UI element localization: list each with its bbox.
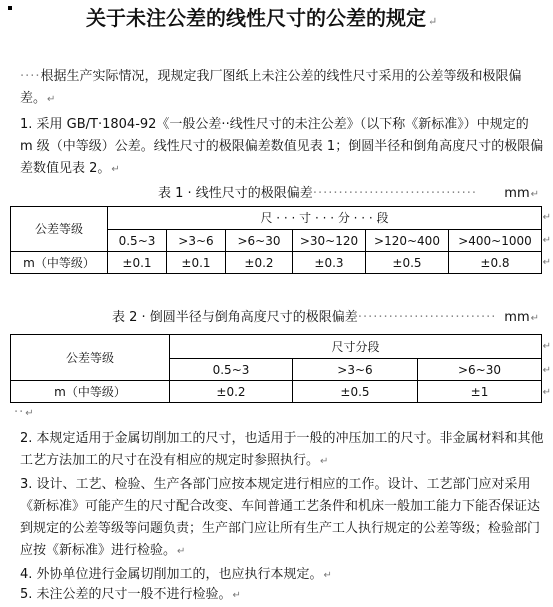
table-1-caption <box>0 184 553 204</box>
intro-text: 根据生产实际情况，现规定我厂图纸上未注公差的线性尺寸采用的公差等级和极限偏差。 <box>20 69 522 106</box>
table-1-value-cell: ±0.5 <box>366 252 449 274</box>
table-1-group-header: 尺 · · · 寸 · · · 分 · · · 段 <box>108 207 542 230</box>
table-1-value-cell: ±0.2 <box>226 252 293 274</box>
table-1-row-label: m（中等级） <box>11 252 108 274</box>
leader-dots: ································ <box>312 186 478 201</box>
table-2-caption <box>0 308 553 328</box>
paragraph-mark-icon: ↵ <box>542 341 551 352</box>
table-1-value-cell: ±0.8 <box>449 252 542 274</box>
table-2-row-label: m（中等级） <box>11 381 170 403</box>
table-1-unit-text: mm <box>504 186 530 201</box>
table-2-header-row <box>11 335 542 359</box>
paragraph-mark-icon: ↵ <box>428 15 438 28</box>
paragraph-mark-icon: ↵ <box>25 408 34 419</box>
table-2-unit-text: mm <box>504 310 530 325</box>
table-2-value-cell: ±0.5 <box>293 381 418 403</box>
table-2-range-cell: >3~6 <box>293 359 418 381</box>
item-3-text: 3. 设计、工艺、检验、生产各部门应按本规定进行相应的工作。设计、工艺部门应对采用《新标准》可能产生的尺寸配合改变、车间普通工艺条件和机床一般加工能力下能否保证达到规定的公差等级等问题负责；生产部门应让所有生产工人执行规定的公差等级；检验部门应按《新标准》进行检验。 <box>20 477 541 558</box>
paragraph-mark-icon: ↵ <box>320 456 329 467</box>
paragraph-mark-icon: ↵ <box>530 189 539 200</box>
table-1-unit <box>504 184 539 205</box>
indent-dots: ···· <box>20 69 41 84</box>
table-1-range-cell: >3~6 <box>167 230 226 252</box>
item-3-paragraph <box>20 474 544 563</box>
table-1-value-cell: ±0.3 <box>293 252 366 274</box>
paragraph-mark-icon: ↵ <box>530 313 539 324</box>
table-1-header-row <box>11 207 542 230</box>
paragraph-mark-icon: ↵ <box>111 164 120 175</box>
table-2-caption-text <box>112 308 496 328</box>
table-2-value-cell: ±1 <box>418 381 542 403</box>
paragraph-mark-icon: ↵ <box>542 257 551 268</box>
table-1-caption-label: 表 1 · 线性尺寸的极限偏差 <box>158 186 313 201</box>
table-1-range-cell: >120~400 <box>366 230 449 252</box>
table-1-data-row <box>11 252 542 274</box>
table-2-caption-label: 表 2 · 倒圆半径与倒角高度尺寸的极限偏差 <box>112 310 358 325</box>
intro-paragraph <box>20 66 544 111</box>
title-text: 关于未注公差的线性尺寸的公差的规定 <box>86 6 426 30</box>
item-5-text: 5. 未注公差的尺寸一般不进行检验。 <box>20 587 232 602</box>
leader-dots: ··························· <box>357 310 497 325</box>
indent-dots: ·· <box>14 405 25 420</box>
table-1-value-cell: ±0.1 <box>108 252 167 274</box>
document-title <box>86 4 506 36</box>
table-2-group-header: 尺寸分段 <box>170 335 542 359</box>
paragraph-mark-icon: ↵ <box>177 546 186 557</box>
paragraph-mark-icon: ↵ <box>542 235 551 246</box>
table-2-range-cell: 0.5~3 <box>170 359 293 381</box>
item-5-paragraph <box>20 584 544 607</box>
item-1-paragraph <box>20 114 544 181</box>
table-1 <box>10 206 542 274</box>
table-1-grade-header: 公差等级 <box>11 207 108 252</box>
table-1-range-cell: >6~30 <box>226 230 293 252</box>
bullet-dot <box>8 6 12 10</box>
paragraph-mark-icon: ↵ <box>323 570 332 581</box>
paragraph-mark-icon: ↵ <box>542 365 551 376</box>
item-4-text: 4. 外协单位进行金属切削加工的，也应执行本规定。 <box>20 567 323 582</box>
table-2-value-cell: ±0.2 <box>170 381 293 403</box>
item-1-text: 1. 采用 GB/T·1804-92《一般公差··线性尺寸的未注公差》（以下称《新标准》）中规定的 m 级（中等级）公差。线性尺寸的极限偏差数值见表 1；倒圆半径和倒角高度尺寸的极限偏差数值见表 2。 <box>20 117 544 176</box>
paragraph-mark-icon: ↵ <box>232 590 241 601</box>
table-2-data-row <box>11 381 542 403</box>
paragraph-mark-icon: ↵ <box>47 94 56 105</box>
table-2-grade-header: 公差等级 <box>11 335 170 381</box>
table-2-range-cell: >6~30 <box>418 359 542 381</box>
table-1-caption-text <box>158 184 477 204</box>
table-1-range-cell: 0.5~3 <box>108 230 167 252</box>
item-2-text: 2. 本规定适用于金属切削加工的尺寸，也适用于一般的冲压加工的尺寸。非金属材料和其他工艺方法加工的尺寸在没有相应的规定时参照执行。 <box>20 431 544 468</box>
table-1-range-cell: >30~120 <box>293 230 366 252</box>
table-2 <box>10 334 542 403</box>
blank-line <box>14 402 538 425</box>
table-1-value-cell: ±0.1 <box>167 252 226 274</box>
item-2-paragraph <box>20 428 544 473</box>
paragraph-mark-icon: ↵ <box>542 387 551 398</box>
table-1-range-cell: >400~1000 <box>449 230 542 252</box>
paragraph-mark-icon: ↵ <box>542 212 551 223</box>
table-2-unit <box>504 308 539 329</box>
